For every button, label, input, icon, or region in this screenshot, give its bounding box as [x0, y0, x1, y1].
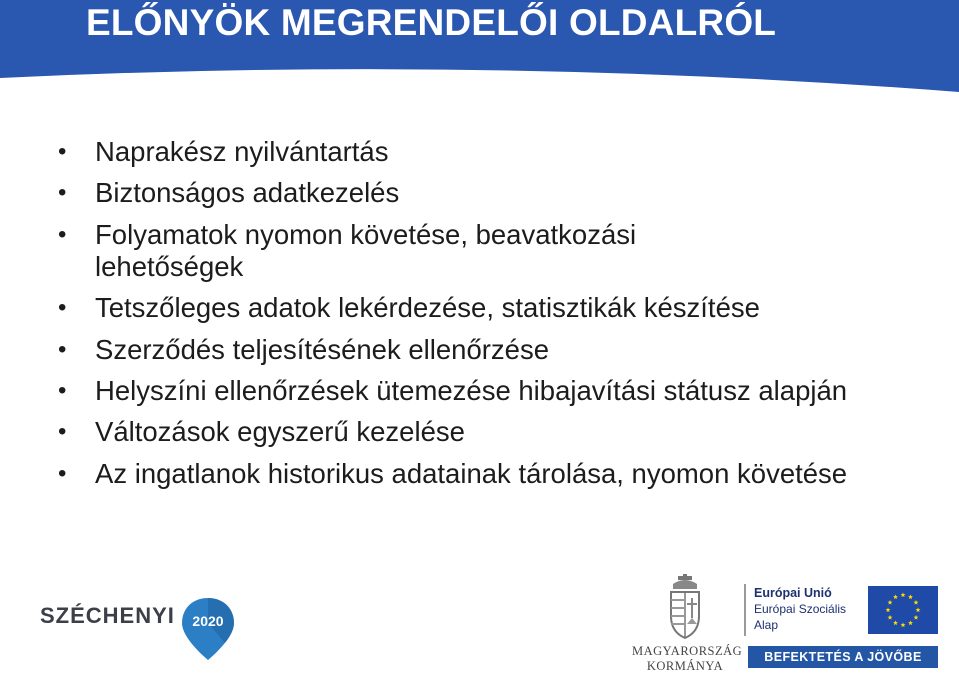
szechenyi-logo-text: SZÉCHENYI [40, 603, 175, 628]
bullet-item [58, 375, 888, 407]
bullet-item [58, 136, 938, 168]
bullet-dot: • [58, 418, 67, 446]
bullet-dot: • [58, 294, 67, 322]
government-logo-line1: MAGYARORSZÁG [632, 644, 743, 658]
eu-banner: BEFEKTETÉS A JÖVŐBE [748, 646, 938, 668]
bullet-text: Tetszőleges adatok lekérdezése, statisztikák készítése [95, 292, 760, 324]
slide-header [0, 0, 959, 92]
eu-logo-line2: Európai Szociális [754, 602, 847, 616]
bullet-list [58, 136, 938, 499]
government-logo-line2: KORMÁNYA [646, 659, 724, 673]
bullet-item [58, 219, 778, 283]
eu-divider [744, 584, 746, 636]
hungarian-coat-of-arms-icon [665, 574, 705, 640]
bullet-item [58, 416, 938, 448]
bullet-text: Folyamatok nyomon követése, beavatkozási lehetőségek [95, 218, 637, 282]
bullet-dot: • [58, 179, 67, 207]
bullet-dot: • [58, 335, 67, 363]
eu-logo-line1: Európai Unió [754, 586, 832, 600]
szechenyi-logo-year: 2020 [192, 613, 224, 629]
bullet-item [58, 292, 938, 324]
hungarian-government-logo [632, 574, 743, 674]
bullet-text: Szerződés teljesítésének ellenőrzése [95, 333, 550, 365]
bullet-text: Helyszíni ellenőrzések ütemezése hibajavítási státusz alapján [95, 374, 848, 406]
bullet-dot: • [58, 138, 67, 165]
bullet-text: Változások egyszerű kezelése [95, 416, 465, 448]
bullet-text: Naprakész nyilvántartás [95, 136, 389, 167]
slide-title: ELŐNYÖK MEGRENDELŐI OLDALRÓL [86, 2, 777, 43]
bullet-item [58, 177, 938, 209]
eu-logo-line3: Alap [754, 618, 779, 632]
bullet-dot: • [58, 376, 67, 404]
bullet-dot: • [58, 220, 67, 248]
bullet-text: Az ingatlanok historikus adatainak tárolása, nyomon követése [95, 457, 848, 489]
bullet-text: Biztonságos adatkezelés [95, 177, 400, 209]
bullet-item [58, 458, 858, 490]
eu-flag-icon [868, 586, 938, 634]
eu-logo-text [754, 585, 846, 633]
location-pin-icon [178, 596, 238, 662]
szechenyi-2020-logo [40, 596, 240, 662]
bullet-item [58, 334, 938, 366]
bullet-dot: • [58, 459, 67, 487]
